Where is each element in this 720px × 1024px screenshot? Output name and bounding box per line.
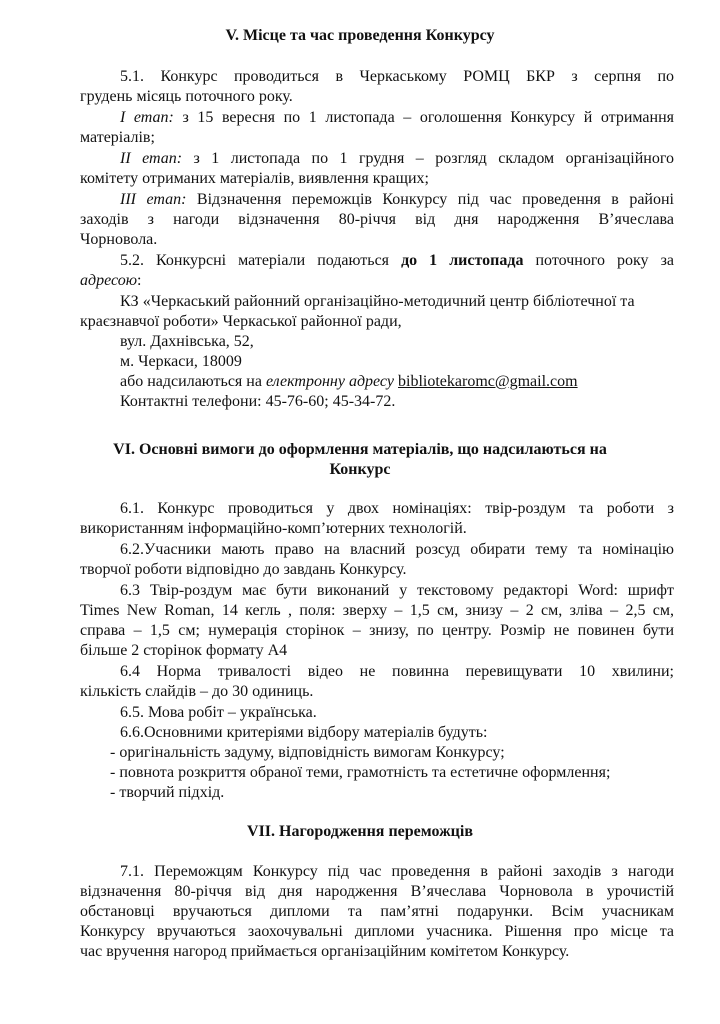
section-7-heading: VII. Нагородження переможців bbox=[247, 823, 473, 840]
address-colon: : bbox=[136, 272, 142, 289]
street-address: вул. Дахнівська, 52, bbox=[120, 333, 254, 350]
section-7-line3: обстановці вручаються дипломи та пам’ятні подарунки. Всім учасникам bbox=[80, 903, 674, 920]
email-link[interactable]: bibliotekaromc@gmail.com bbox=[398, 373, 578, 390]
section-6-p2-line2: творчої роботи відповідно до завдань Конкурсу. bbox=[80, 561, 407, 578]
org-name-line2: краєзнавчої роботи» Черкаської районної ради, bbox=[80, 313, 402, 330]
section-6-p4-line1: 6.4 Норма тривалості відео не повинна перевищувати 10 хвилини; bbox=[120, 663, 674, 680]
section-6-p4-line2: кількість слайдів – до 30 одиниць. bbox=[80, 683, 314, 700]
section-6-p3-line4: більше 2 сторінок формату А4 bbox=[80, 642, 288, 659]
stage-3-line3: Чорновола. bbox=[80, 231, 158, 248]
stage-3-label: ІІІ етап: bbox=[120, 191, 187, 208]
criterion-1: - оригінальність задуму, відповідність вимогам Конкурсу; bbox=[110, 744, 505, 761]
org-name-line1: КЗ «Черкаський районний організаційно-методичний центр бібліотечної та bbox=[120, 293, 635, 310]
stage-2-label: ІІ етап: bbox=[120, 150, 183, 167]
section-6-p2-line1: 6.2.Учасники мають право на власний розсуд обирати тему та номінацію bbox=[120, 541, 674, 558]
section-5-heading: V. Місце та час проведення Конкурсу bbox=[225, 27, 495, 44]
criterion-2: - повнота розкриття обраної теми, грамотність та естетичне оформлення; bbox=[110, 764, 611, 781]
section-6-p6: 6.6.Основними критеріями відбору матеріалів будуть: bbox=[120, 724, 488, 741]
section-7-line1: 7.1. Переможцям Конкурсу під час проведення в районі заходів з нагоди bbox=[120, 863, 674, 880]
stage-2-text: з 1 листопада по 1 грудня – розгляд складом організаційного bbox=[182, 150, 675, 167]
section-6-heading-line2: Конкурс bbox=[329, 461, 391, 478]
email-label: електронну адресу bbox=[265, 373, 395, 390]
section-5-p2-line2 bbox=[80, 271, 141, 291]
stage-3-line2: заходів з нагоди відзначення 80-річчя від дня народження В’ячеслава bbox=[80, 211, 674, 228]
section-6-p3-line1: 6.3 Твір-роздум має бути виконаний у текстовому редакторі Word: шрифт bbox=[120, 582, 674, 599]
criterion-3: - творчий підхід. bbox=[110, 784, 225, 801]
stage-1-line2: матеріалів; bbox=[80, 129, 155, 146]
stage-2-line1 bbox=[120, 149, 674, 169]
section-5-p1-line2: грудень місяць поточного року. bbox=[80, 88, 293, 105]
stage-1-text: з 15 вересня по 1 листопада – оголошення Конкурсу й отримання bbox=[173, 109, 675, 126]
stage-3-line1 bbox=[120, 190, 674, 210]
section-6-heading-line1: VI. Основні вимоги до оформлення матеріалів, що надсилаються на bbox=[113, 441, 607, 458]
city-address: м. Черкаси, 18009 bbox=[120, 353, 242, 370]
section-7-line2: відзначення 80-річчя від дня народження В’ячеслава Чорновола в урочистій bbox=[80, 883, 674, 900]
section-7-line4: Конкурсу вручаються заохочувальні дипломи учасника. Рішення про місце та bbox=[80, 923, 674, 940]
section-7-line5: час вручення нагород приймається організаційним комітетом Конкурсу. bbox=[80, 943, 570, 960]
p2-text-1: 5.2. Конкурсні матеріали подаються bbox=[120, 252, 402, 269]
stage-1-label: І етап: bbox=[120, 109, 174, 126]
section-6-p3-line2: Times New Roman, 14 кегль , поля: зверху – 1,5 см, знизу – 2 см, зліва – 2,5 см, bbox=[80, 602, 674, 619]
section-6-p3-line3: справа – 1,5 см; нумерація сторінок – знизу, по центру. Розмір не повинен бути bbox=[80, 622, 674, 639]
contact-phones: Контактні телефони: 45-76-60; 45-34-72. bbox=[120, 393, 396, 410]
section-6-p5: 6.5. Мова робіт – українська. bbox=[120, 704, 317, 721]
section-5-p1-line1: 5.1. Конкурс проводиться в Черкаському РОМЦ БКР з серпня по bbox=[120, 68, 674, 85]
section-6-p1-line2: використанням інформаційно-комп’ютерних технологій. bbox=[80, 520, 467, 537]
p2-text-2: поточного року за bbox=[523, 252, 674, 269]
stage-3-text: Відзначення переможців Конкурсу під час проведення в районі bbox=[186, 191, 674, 208]
section-6-p1-line1: 6.1. Конкурс проводиться у двох номінаціях: твір-роздум та роботи з bbox=[120, 500, 674, 517]
p2-deadline: до 1 листопада bbox=[401, 252, 524, 269]
email-line bbox=[120, 372, 578, 392]
email-prefix: або надсилаються на bbox=[120, 373, 266, 390]
stage-1-line1 bbox=[120, 108, 674, 128]
stage-2-line2: комітету отриманих матеріалів, виявлення кращих; bbox=[80, 170, 429, 187]
address-label: адресою bbox=[80, 272, 137, 289]
section-5-p2-line1 bbox=[120, 251, 674, 271]
